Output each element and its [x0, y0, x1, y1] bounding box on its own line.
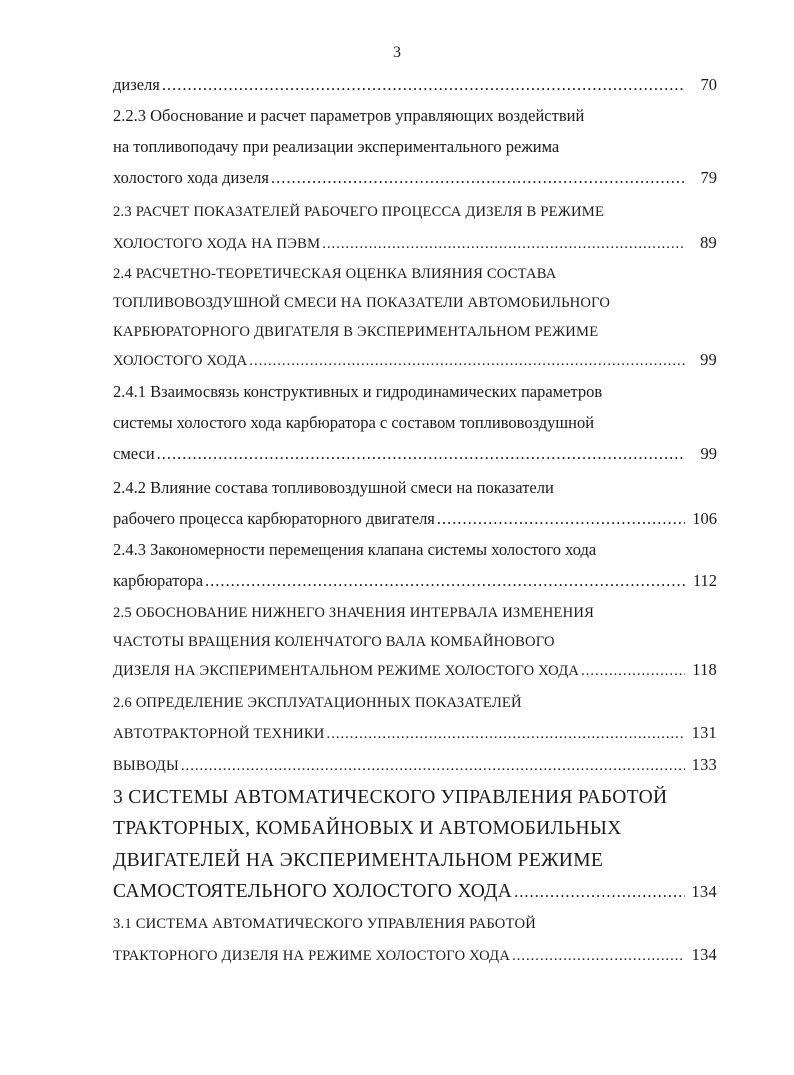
- toc-entry-text: смеси: [113, 444, 155, 463]
- toc-entry-text: 2.2.3 Обоснование и расчет параметров управляющих воздействий: [113, 106, 585, 125]
- toc-entry-text: ТОПЛИВОВОЗДУШНОЙ СМЕСИ НА ПОКАЗАТЕЛИ АВТОМОБИЛЬНОГО: [113, 295, 611, 311]
- toc-entry: [113, 569, 717, 593]
- dot-leader: [514, 877, 685, 907]
- dot-leader: [205, 569, 685, 593]
- toc-entry: [113, 721, 717, 745]
- toc-entry-text: 2.3 РАСЧЕТ ПОКАЗАТЕЛЕЙ РАБОЧЕГО ПРОЦЕССА ДИЗЕЛЯ В РЕЖИМЕ: [113, 204, 605, 220]
- toc-entry-text: ХОЛОСТОГО ХОДА НА ПЭВМ: [113, 236, 321, 252]
- toc-chapter-text: 3 СИСТЕМЫ АВТОМАТИЧЕСКОГО УПРАВЛЕНИЯ РАБОТОЙ: [113, 787, 668, 808]
- dot-leader: [581, 659, 685, 683]
- toc-entry-page: 131: [691, 723, 717, 742]
- toc-entry-page: 99: [700, 350, 717, 369]
- dot-leader: [181, 754, 685, 778]
- toc-entry: [113, 73, 717, 97]
- toc-chapter-entry: [113, 877, 717, 907]
- toc-entry-text: карбюратора: [113, 571, 204, 590]
- toc-entry-page: 134: [691, 882, 717, 901]
- dot-leader: [512, 944, 685, 968]
- toc-chapter-text: ДВИГАТЕЛЕЙ НА ЭКСПЕРИМЕНТАЛЬНОМ РЕЖИМЕ: [113, 850, 604, 871]
- toc-chapter-text: ТРАКТОРНЫХ, КОМБАЙНОВЫХ И АВТОМОБИЛЬНЫХ: [113, 818, 622, 839]
- dot-leader: [271, 166, 685, 190]
- dot-leader: [327, 722, 685, 746]
- toc-entry-page: 133: [691, 755, 717, 774]
- dot-leader: [162, 73, 685, 97]
- toc-entry-text: 3.1 СИСТЕМА АВТОМАТИЧЕСКОГО УПРАВЛЕНИЯ РАБОТОЙ: [113, 916, 536, 932]
- toc-entry-page: 112: [692, 571, 717, 590]
- toc-entry-text: рабочего процесса карбюраторного двигателя: [113, 509, 435, 528]
- dot-leader: [157, 442, 685, 466]
- page-number: 3: [393, 44, 401, 61]
- dot-leader: [437, 507, 685, 531]
- toc-entry-text: 2.5 ОБОСНОВАНИЕ НИЖНЕГО ЗНАЧЕНИЯ ИНТЕРВАЛА ИЗМЕНЕНИЯ: [113, 605, 595, 621]
- toc-entry-text: на топливоподачу при реализации экспериментального режима: [113, 137, 560, 156]
- toc-entry: [113, 753, 717, 777]
- toc-entry: [113, 231, 717, 255]
- toc-entry-text: ТРАКТОРНОГО ДИЗЕЛЯ НА РЕЖИМЕ ХОЛОСТОГО ХОДА: [113, 948, 511, 964]
- toc-entry-page: 70: [700, 75, 717, 94]
- toc-entry: [113, 507, 717, 531]
- toc-entry: [113, 658, 717, 682]
- toc-entry-page: 106: [692, 509, 717, 528]
- toc-entry-text: ЧАСТОТЫ ВРАЩЕНИЯ КОЛЕНЧАТОГО ВАЛА КОМБАЙНОВОГО: [113, 634, 555, 650]
- toc-entry-text: САМОСТОЯТЕЛЬНОГО ХОЛОСТОГО ХОДА: [113, 881, 513, 902]
- toc-entry-text: ДИЗЕЛЯ НА ЭКСПЕРИМЕНТАЛЬНОМ РЕЖИМЕ ХОЛОСТОГО ХОДА: [113, 663, 580, 679]
- toc-entry-page: 118: [692, 660, 717, 679]
- toc-entry: [113, 442, 717, 466]
- toc-entry-text: ХОЛОСТОГО ХОДА: [113, 353, 248, 369]
- toc-entry: [113, 943, 717, 967]
- toc-entry-text: 2.4.3 Закономерности перемещения клапана системы холостого хода: [113, 540, 597, 559]
- toc-entry-text: 2.4.2 Влияние состава топливовоздушной смеси на показатели: [113, 478, 554, 497]
- toc-entry-text: 2.4 РАСЧЕТНО-ТЕОРЕТИЧЕСКАЯ ОЦЕНКА ВЛИЯНИЯ СОСТАВА: [113, 266, 557, 282]
- dot-leader: [322, 232, 685, 256]
- toc-entry-text: 2.6 ОПРЕДЕЛЕНИЕ ЭКСПЛУАТАЦИОННЫХ ПОКАЗАТЕЛЕЙ: [113, 695, 522, 711]
- toc-entry-text: системы холостого хода карбюратора с составом топливовоздушной: [113, 413, 595, 432]
- toc-entry-page: 99: [700, 444, 717, 463]
- toc-entry-text: АВТОТРАКТОРНОЙ ТЕХНИКИ: [113, 726, 325, 742]
- toc-entry: [113, 348, 717, 372]
- toc-entry-page: 134: [691, 945, 717, 964]
- toc-entry-page: 89: [700, 233, 717, 252]
- toc-entry-text: ВЫВОДЫ: [113, 758, 179, 774]
- toc-entry-page: 79: [700, 168, 717, 187]
- toc-entry-text: холостого хода дизеля: [113, 168, 269, 187]
- dot-leader: [249, 349, 685, 373]
- toc-entry-text: 2.4.1 Взаимосвязь конструктивных и гидродинамических параметров: [113, 382, 603, 401]
- toc-entry-text: дизеля: [113, 75, 160, 94]
- toc-entry-text: КАРБЮРАТОРНОГО ДВИГАТЕЛЯ В ЭКСПЕРИМЕНТАЛЬНОМ РЕЖИМЕ: [113, 324, 599, 340]
- toc-entry: [113, 166, 717, 190]
